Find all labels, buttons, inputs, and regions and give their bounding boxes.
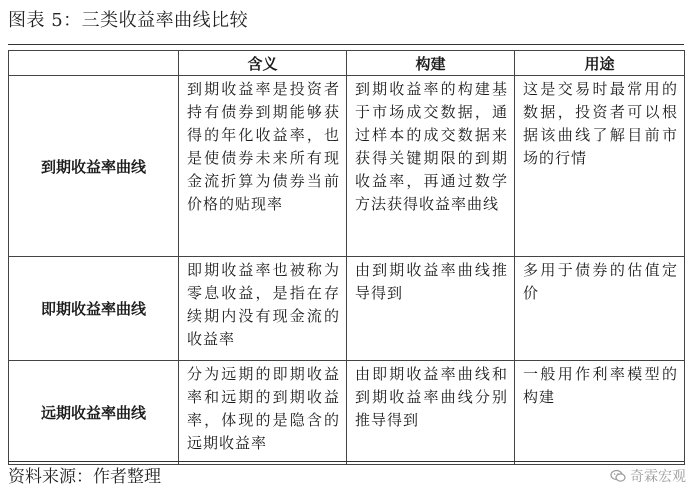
watermark [610, 466, 686, 486]
usage-cell: 一般用作利率模型的构建 [515, 361, 685, 465]
meaning-cell: 即期收益率也被称为零息收益，是指在存续期内没有现金流的收益率 [179, 257, 347, 361]
top-rule [8, 44, 684, 45]
figure-caption: 图表 5：三类收益率曲线比较 [8, 10, 249, 31]
usage-cell: 这是交易时最常用的数据，投资者可以根据该曲线了解目前市场的行情 [515, 76, 685, 257]
table-row [9, 257, 685, 361]
header-row [9, 51, 685, 76]
row-label: 远期收益率曲线 [9, 361, 179, 465]
header-construction: 构建 [347, 51, 515, 76]
header-meaning: 含义 [179, 51, 347, 76]
meaning-cell: 分为远期的即期收益率和远期的到期收益率，体现的是隐含的远期收益率 [179, 361, 347, 465]
construction-cell: 由即期收益率曲线和到期收益率曲线分别推导得到 [347, 361, 515, 465]
row-label: 即期收益率曲线 [9, 257, 179, 361]
usage-cell: 多用于债券的估值定价 [515, 257, 685, 361]
watermark-text: 奇霖宏观 [630, 469, 686, 485]
row-label: 到期收益率曲线 [9, 76, 179, 257]
table-row [9, 361, 685, 465]
wechat-icon [610, 468, 626, 484]
meaning-cell: 到期收益率是投资者持有债券到期能够获得的年化收益率，也是使债券未来所有现金流折算为债券当前价格的贴现率 [179, 76, 347, 257]
table-row [9, 76, 685, 257]
header-usage: 用途 [515, 51, 685, 76]
construction-cell: 由到期收益率曲线推导得到 [347, 257, 515, 361]
comparison-table [8, 50, 685, 465]
header-corner [9, 51, 179, 76]
source-note: 资料来源：作者整理 [8, 467, 161, 487]
construction-cell: 到期收益率的构建基于市场成交数据，通过样本的成交数据来获得关键期限的到期收益率，再通过数学方法获得收益率曲线 [347, 76, 515, 257]
